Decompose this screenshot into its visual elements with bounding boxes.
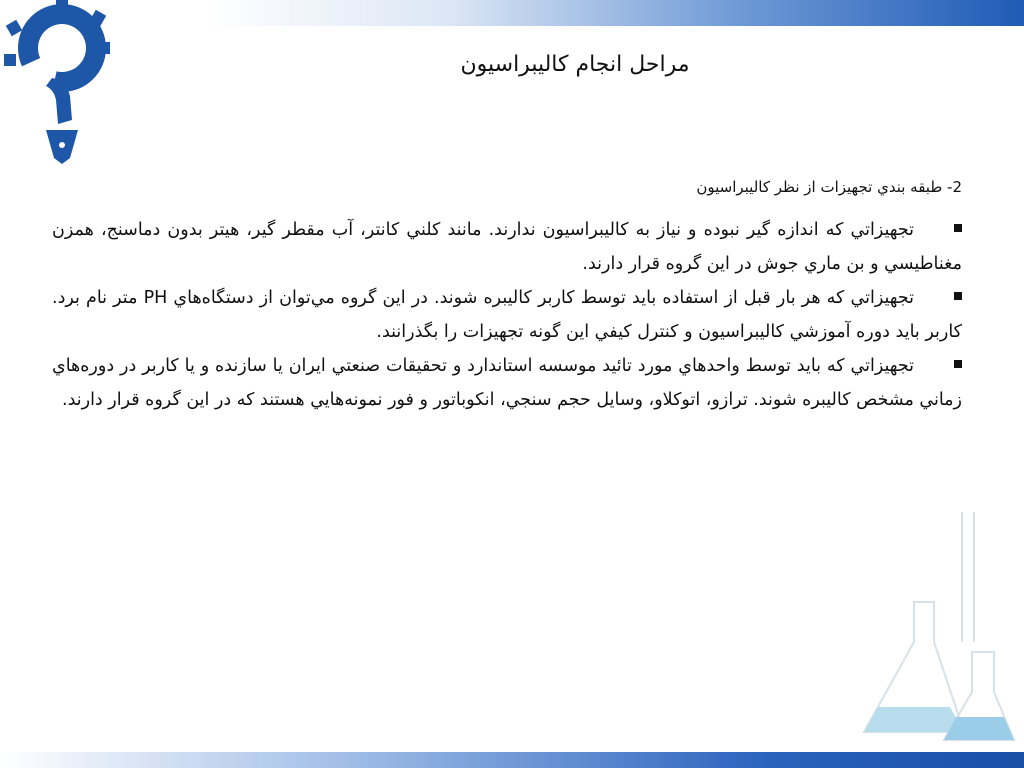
bullet-square-icon [954,360,962,368]
section-subheading: 2- طبقه بندي تجهيزات از نظر كاليبراسيون [696,178,962,196]
slide-title: مراحل انجام كاليبراسيون [460,52,690,77]
bullet-square-icon [954,224,962,232]
slide-content [52,176,962,417]
list-item-text: تجهيزاتي كه بايد توسط واحدهاي مورد تائيد موسسه استاندارد و تحقيقات صنعتي ايران يا سازنده و يا كاربر در دوره‌هاي زماني مشخص كاليبره شوند. ترازو، اتوكلاو، وسايل حجم سنجي، انكوباتور و فور نمونه‌هايي هستند كه در اين گروه قرار دارند. [52,355,962,410]
list-item [52,213,962,281]
top-gradient-bar [205,0,1024,26]
list-item-text: تجهيزاتي كه اندازه گير نبوده و نياز به كاليبراسيون ندارند. مانند كلني كانتر، آب مقطر گير، هيتر بدون دماسنج، همزن مغناطيسي و بن ماري جوش در اين گروه قرار دارند. [52,219,962,274]
question-mark-gear-logo [0,0,130,170]
laboratory-flasks-image [844,492,1024,752]
list-item [52,281,962,349]
bullet-square-icon [954,292,962,300]
list-item [52,349,962,417]
list-item-text: تجهيزاتي كه هر بار قبل از استفاده بايد توسط كاربر كاليبره شوند. در اين گروه مي‌توان از دستگاه‌هاي PH متر نام برد. كاربر بايد دوره آموزشي كاليبراسيون و كنترل كيفي اين گونه تجهيزات را بگذرانند. [52,287,962,342]
bottom-gradient-bar [0,752,1024,768]
